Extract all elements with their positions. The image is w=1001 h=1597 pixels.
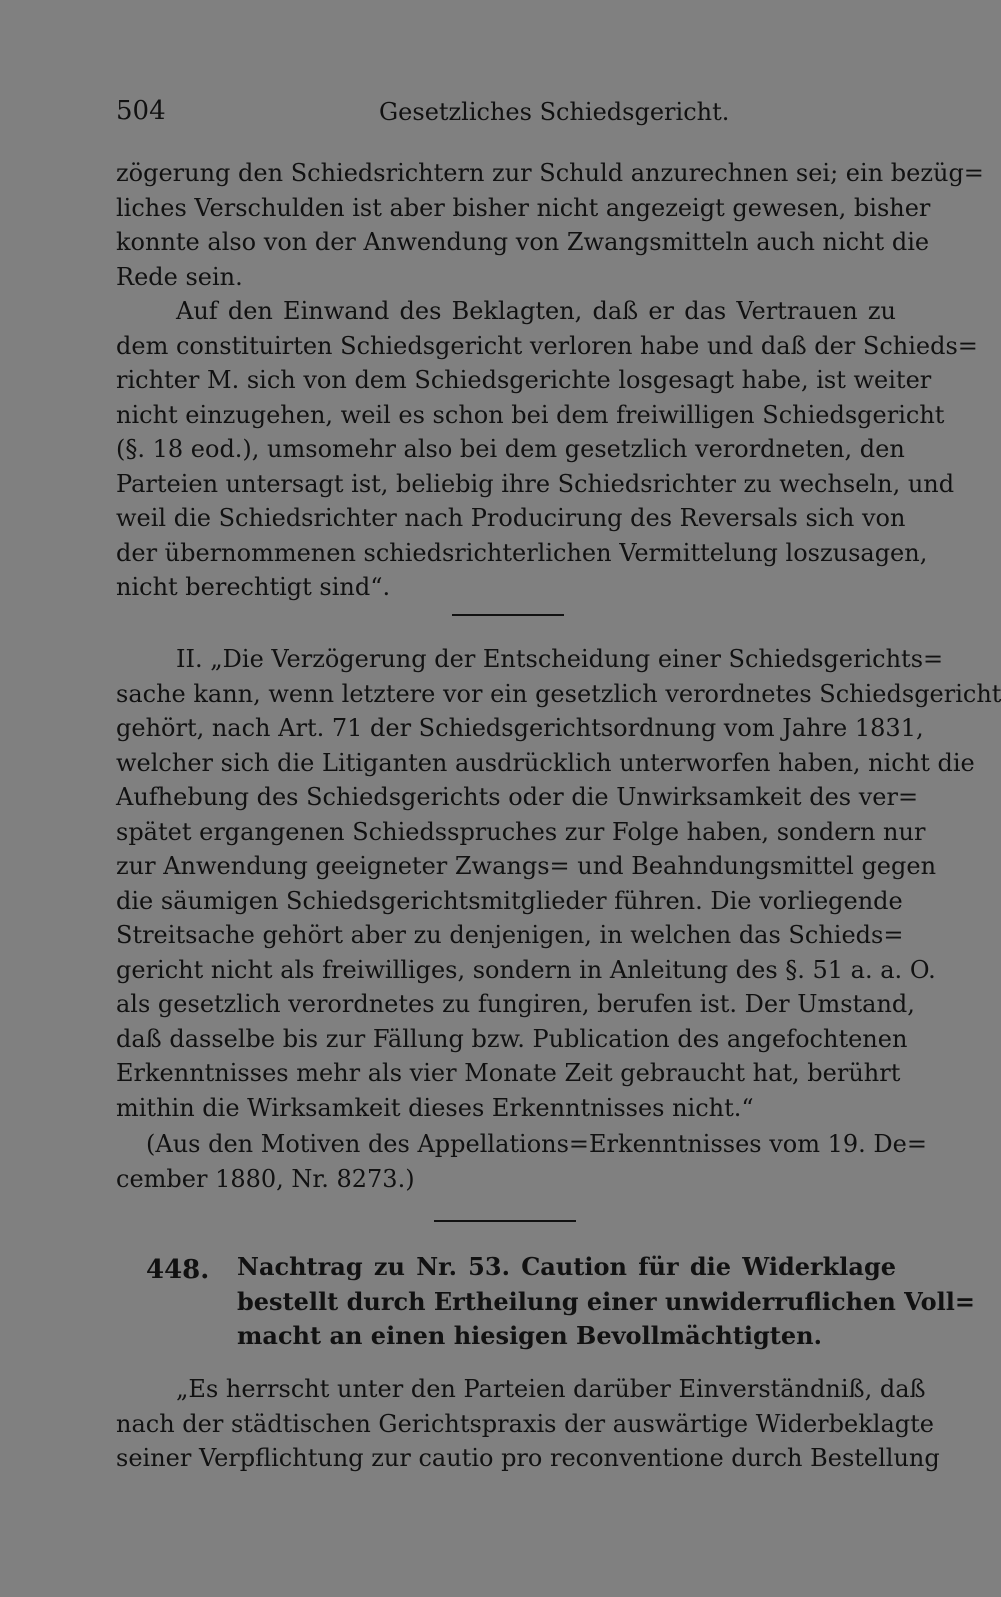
text-line: nach der städtischen Gerichtspraxis der auswärtige Widerbeklagte: [116, 1409, 934, 1438]
text-line: konnte also von der Anwendung von Zwangsmitteln auch nicht die: [116, 228, 930, 256]
entry-heading: [237, 1250, 975, 1354]
text-line: liches Verschulden ist aber bisher nicht angezeigt gewesen, bisher: [116, 193, 931, 222]
section-divider: [452, 614, 564, 616]
page-number: 504: [116, 96, 166, 126]
text-line: weil die Schiedsrichter nach Producirung des Reversals sich von: [116, 504, 906, 532]
entry-number: 448.: [146, 1255, 210, 1285]
heading-line: Nachtrag zu Nr. 53. Caution für die Widerklage: [237, 1252, 896, 1281]
text-line: gehört, nach Art. 71 der Schiedsgerichtsordnung vom Jahre 1831,: [116, 714, 924, 742]
heading-line: bestellt durch Ertheilung einer unwiderruflichen Voll=: [237, 1286, 975, 1316]
text-line: nicht berechtigt sind“.: [116, 573, 391, 601]
text-line: als gesetzlich verordnetes zu fungiren, berufen ist. Der Umstand,: [116, 990, 915, 1018]
text-line: die säumigen Schiedsgerichtsmitglieder führen. Die vorliegende: [116, 886, 903, 915]
text-line: spätet ergangenen Schiedsspruches zur Folge haben, sondern nur: [116, 817, 926, 846]
text-line: Parteien untersagt ist, beliebig ihre Schiedsrichter zu wechseln, und: [116, 469, 955, 498]
text-line: cember 1880, Nr. 8273.): [116, 1164, 415, 1193]
page-header: [116, 96, 896, 136]
text-line: Streitsache gehört aber zu denjenigen, in welchen das Schieds=: [116, 921, 904, 949]
text-line: zur Anwendung geeigneter Zwangs= und Beahndungsmittel gegen: [116, 852, 937, 880]
heading-line: macht an einen hiesigen Bevollmächtigten.: [237, 1321, 822, 1350]
paragraph-section-two: [116, 642, 1001, 1125]
text-line: nicht einzugehen, weil es schon bei dem freiwilligen Schiedsgericht: [116, 400, 945, 429]
text-line: daß dasselbe bis zur Fällung bzw. Publication des angefochtenen: [116, 1024, 908, 1053]
running-title: Gesetzliches Schiedsgericht.: [379, 98, 730, 126]
text-line: zögerung den Schiedsrichtern zur Schuld anzurechnen sei; ein bezüg=: [116, 159, 984, 187]
citation-note: [116, 1127, 927, 1196]
text-line: Aufhebung des Schiedsgerichts oder die Unwirksamkeit des ver=: [116, 783, 919, 811]
text-line: „Es herrscht unter den Parteien darüber Einverständniß, daß: [176, 1375, 926, 1403]
paragraph-entry-text: [116, 1372, 940, 1476]
text-line: (Aus den Motiven des Appellations=Erkenntnisses vom 19. De=: [146, 1130, 927, 1158]
text-line: Auf den Einwand des Beklagten, daß er das Vertrauen zu: [176, 297, 896, 325]
text-line: sache kann, wenn letztere vor ein gesetzlich verordnetes Schiedsgericht: [116, 679, 1001, 708]
text-line: richter M. sich von dem Schiedsgerichte losgesagt habe, ist weiter: [116, 366, 932, 394]
text-line: II. „Die Verzögerung der Entscheidung einer Schiedsgerichts=: [176, 645, 944, 673]
text-line: mithin die Wirksamkeit dieses Erkenntnisses nicht.“: [116, 1093, 754, 1122]
text-line: seiner Verpflichtung zur cautio pro reconventione durch Bestellung: [116, 1444, 940, 1472]
text-line: der übernommenen schiedsrichterlichen Vermittelung loszusagen,: [116, 538, 928, 567]
section-divider: [434, 1220, 576, 1222]
text-line: gericht nicht als freiwilliges, sondern in Anleitung des §. 51 a. a. O.: [116, 955, 936, 984]
text-line: (§. 18 eod.), umsomehr also bei dem gesetzlich verordneten, den: [116, 435, 905, 463]
text-line: Erkenntnisses mehr als vier Monate Zeit gebraucht hat, berührt: [116, 1059, 901, 1087]
text-line: dem constituirten Schiedsgericht verloren habe und daß der Schieds=: [116, 331, 978, 360]
text-line: Rede sein.: [116, 262, 243, 291]
paragraph-objection: [116, 294, 978, 605]
text-line: welcher sich die Litiganten ausdrücklich unterworfen haben, nicht die: [116, 748, 975, 777]
paragraph-continuation: [116, 156, 984, 294]
